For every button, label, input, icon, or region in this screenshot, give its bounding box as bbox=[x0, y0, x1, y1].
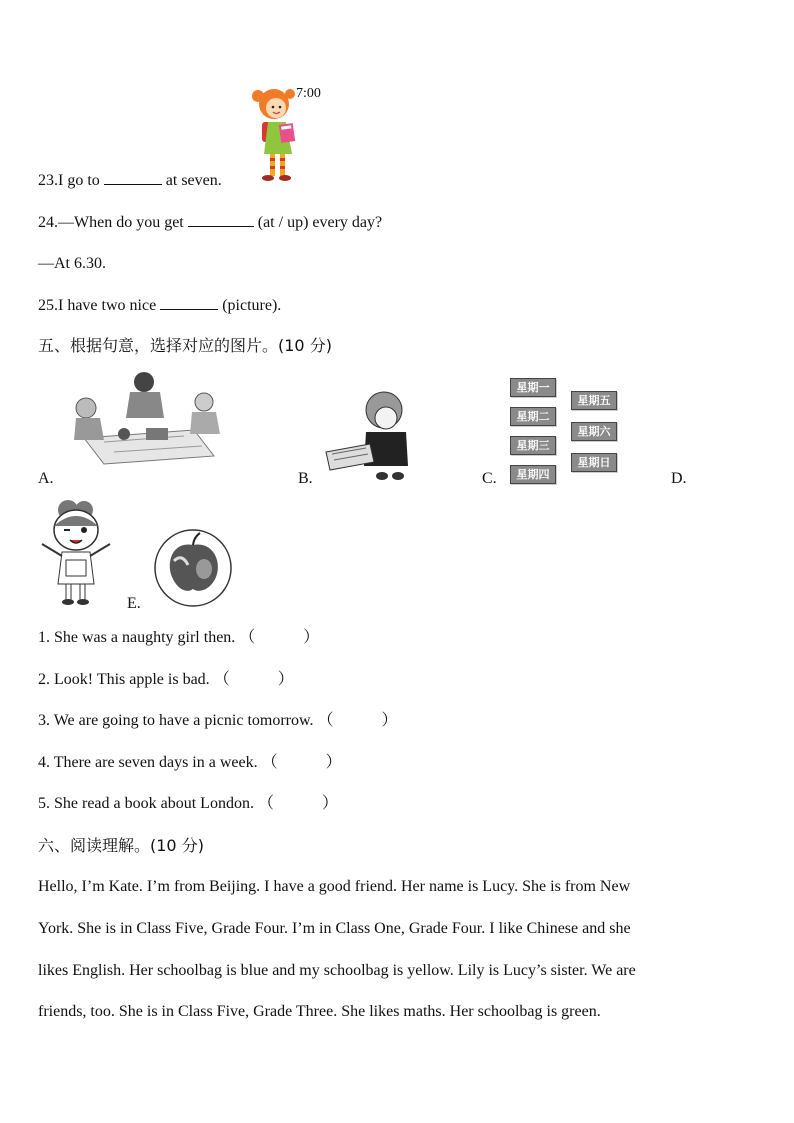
q23-text-before: 23.I go to bbox=[38, 172, 104, 189]
section-5-item-2 bbox=[38, 670, 294, 690]
item-text: 3. We are going to have a picnic tomorrow. bbox=[38, 712, 314, 729]
girl-reading-illustration bbox=[322, 388, 424, 482]
reading-line: Hello, I’m Kate. I’m from Beijing. I have a good friend. Her name is Lucy. She is from New bbox=[38, 878, 631, 895]
q23-blank[interactable] bbox=[104, 170, 162, 185]
reading-line: likes English. Her schoolbag is blue and my schoolbag is yellow. Lily is Lucy’s sister. We are bbox=[38, 962, 636, 979]
section-5-item-5 bbox=[38, 794, 338, 814]
item-text: 4. There are seven days in a week. bbox=[38, 754, 258, 771]
q23-text-after: at seven. bbox=[165, 172, 222, 189]
option-c-label: C. bbox=[482, 470, 497, 487]
section-5-title: 五、根据句意，选择对应的图片。(10 分) bbox=[38, 336, 332, 355]
q24-text-after: (at / up) every day? bbox=[257, 214, 383, 231]
section-6-title: 六、阅读理解。(10 分) bbox=[38, 836, 204, 855]
answer-paren[interactable]: （ ） bbox=[239, 629, 320, 646]
option-a-label: A. bbox=[38, 470, 54, 487]
day-label: 星期日 bbox=[571, 453, 617, 472]
section-5-item-1 bbox=[38, 628, 319, 648]
q25-blank[interactable] bbox=[160, 295, 218, 310]
answer-paren[interactable]: （ ） bbox=[257, 795, 338, 812]
time-label: 7:00 bbox=[296, 86, 321, 101]
option-d-label: D. bbox=[671, 470, 687, 487]
day-label: 星期四 bbox=[510, 465, 556, 484]
q24-text-before: 24.—When do you get bbox=[38, 214, 188, 231]
section-5-item-3 bbox=[38, 711, 398, 731]
question-23 bbox=[38, 170, 222, 191]
q24-answer: —At 6.30. bbox=[38, 255, 106, 272]
section-5-item-4 bbox=[38, 753, 342, 773]
days-of-week-illustration bbox=[510, 378, 620, 486]
day-label: 星期三 bbox=[510, 436, 556, 455]
q25-text-before: 25.I have two nice bbox=[38, 297, 161, 314]
question-24 bbox=[38, 212, 382, 233]
naughty-girl-illustration bbox=[38, 498, 116, 608]
option-b-label: B. bbox=[298, 470, 313, 487]
item-text: 1. She was a naughty girl then. bbox=[38, 629, 236, 646]
answer-paren[interactable]: （ ） bbox=[317, 712, 398, 729]
bad-apple-illustration bbox=[152, 527, 234, 609]
q25-text-after: (picture). bbox=[222, 297, 282, 314]
item-text: 5. She read a book about London. bbox=[38, 795, 254, 812]
day-label: 星期五 bbox=[571, 391, 617, 410]
option-e-label: E. bbox=[127, 595, 141, 612]
q24-blank[interactable] bbox=[188, 212, 254, 227]
day-label: 星期六 bbox=[571, 422, 617, 441]
day-label: 星期一 bbox=[510, 378, 556, 397]
reading-line: friends, too. She is in Class Five, Grade Three. She likes maths. Her schoolbag is green. bbox=[38, 1003, 601, 1020]
answer-paren[interactable]: （ ） bbox=[213, 671, 294, 688]
picnic-illustration bbox=[64, 368, 226, 466]
question-25 bbox=[38, 295, 281, 316]
reading-line: York. She is in Class Five, Grade Four. I’m in Class One, Grade Four. I like Chinese and she bbox=[38, 920, 631, 937]
item-text: 2. Look! This apple is bad. bbox=[38, 671, 210, 688]
day-label: 星期二 bbox=[510, 407, 556, 426]
answer-paren[interactable]: （ ） bbox=[261, 754, 342, 771]
